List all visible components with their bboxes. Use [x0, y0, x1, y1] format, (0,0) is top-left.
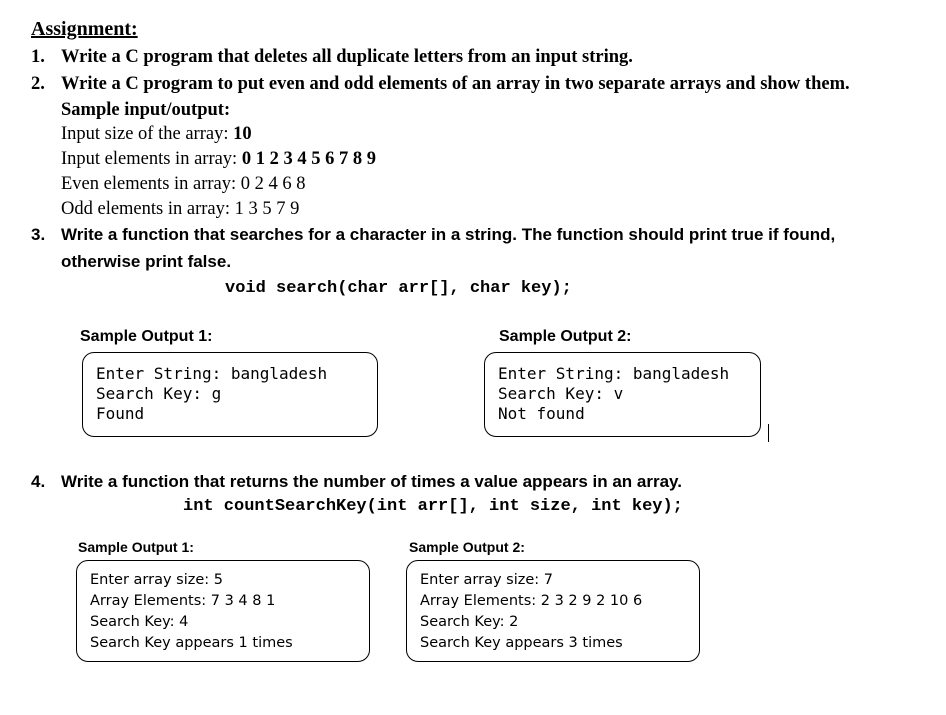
q2-even-line: Even elements in array: 0 2 4 6 8 [61, 174, 306, 194]
q2-size-label: Input size of the array: [61, 124, 234, 144]
q4-sample2-line: Search Key appears 3 times [420, 635, 623, 651]
q4-sample1-box [76, 560, 370, 662]
q3-sample1-line: Search Key: g [96, 384, 222, 403]
q2-elements-value: 0 1 2 3 4 5 6 7 8 9 [241, 149, 376, 169]
page-title: Assignment: [31, 18, 138, 40]
q3-sample2-line: Search Key: v [498, 384, 624, 403]
q4-signature: int countSearchKey(int arr[], int size, int key); [183, 497, 683, 516]
q3-sample1-line: Found [96, 404, 145, 423]
q1-text: Write a C program that deletes all duplicate letters from an input string. [61, 47, 633, 67]
q4-sample1-line: Search Key: 4 [90, 614, 189, 630]
q3-sample1-line: Enter String: bangladesh [96, 364, 328, 383]
q3-number: 3. [31, 225, 46, 244]
q3-sample1-box [82, 352, 378, 437]
q4-sample1-label: Sample Output 1: [78, 539, 194, 555]
q4-sample2-line: Enter array size: 7 [420, 572, 553, 588]
q2-size-value: 10 [233, 124, 252, 144]
q4-sample2-line: Array Elements: 2 3 2 9 2 10 6 [420, 593, 643, 609]
q4-number: 4. [31, 472, 46, 491]
q4-sample1-line: Search Key appears 1 times [90, 635, 293, 651]
q3-text-line2: otherwise print false. [61, 252, 232, 271]
text-cursor [768, 424, 769, 442]
q2-sample-heading: Sample input/output: [61, 100, 231, 120]
q2-size-line [61, 124, 252, 145]
q3-text-line1: Write a function that searches for a character in a string. The function should print true if found, [61, 225, 836, 244]
q1-number: 1. [31, 47, 45, 67]
q3-sample2-line: Enter String: bangladesh [498, 364, 730, 383]
q4-sample1-line: Enter array size: 5 [90, 572, 223, 588]
q3-signature: void search(char arr[], char key); [225, 279, 572, 298]
q2-odd-line: Odd elements in array: 1 3 5 7 9 [61, 199, 300, 219]
q4-text: Write a function that returns the number of times a value appears in an array. [61, 472, 682, 491]
q2-number: 2. [31, 74, 45, 94]
q2-text: Write a C program to put even and odd elements of an array in two separate arrays and show them. [61, 74, 850, 94]
q3-sample1-label: Sample Output 1: [80, 328, 213, 345]
q4-sample2-line: Search Key: 2 [420, 614, 519, 630]
q4-sample2-box [406, 560, 700, 662]
q3-sample2-line: Not found [498, 404, 585, 423]
q3-sample2-label: Sample Output 2: [499, 328, 632, 345]
q2-elements-line [61, 149, 376, 170]
q3-sample2-box [484, 352, 761, 437]
q4-sample2-label: Sample Output 2: [409, 539, 525, 555]
q4-sample1-line: Array Elements: 7 3 4 8 1 [90, 593, 276, 609]
q2-elements-label: Input elements in array: [61, 149, 242, 169]
